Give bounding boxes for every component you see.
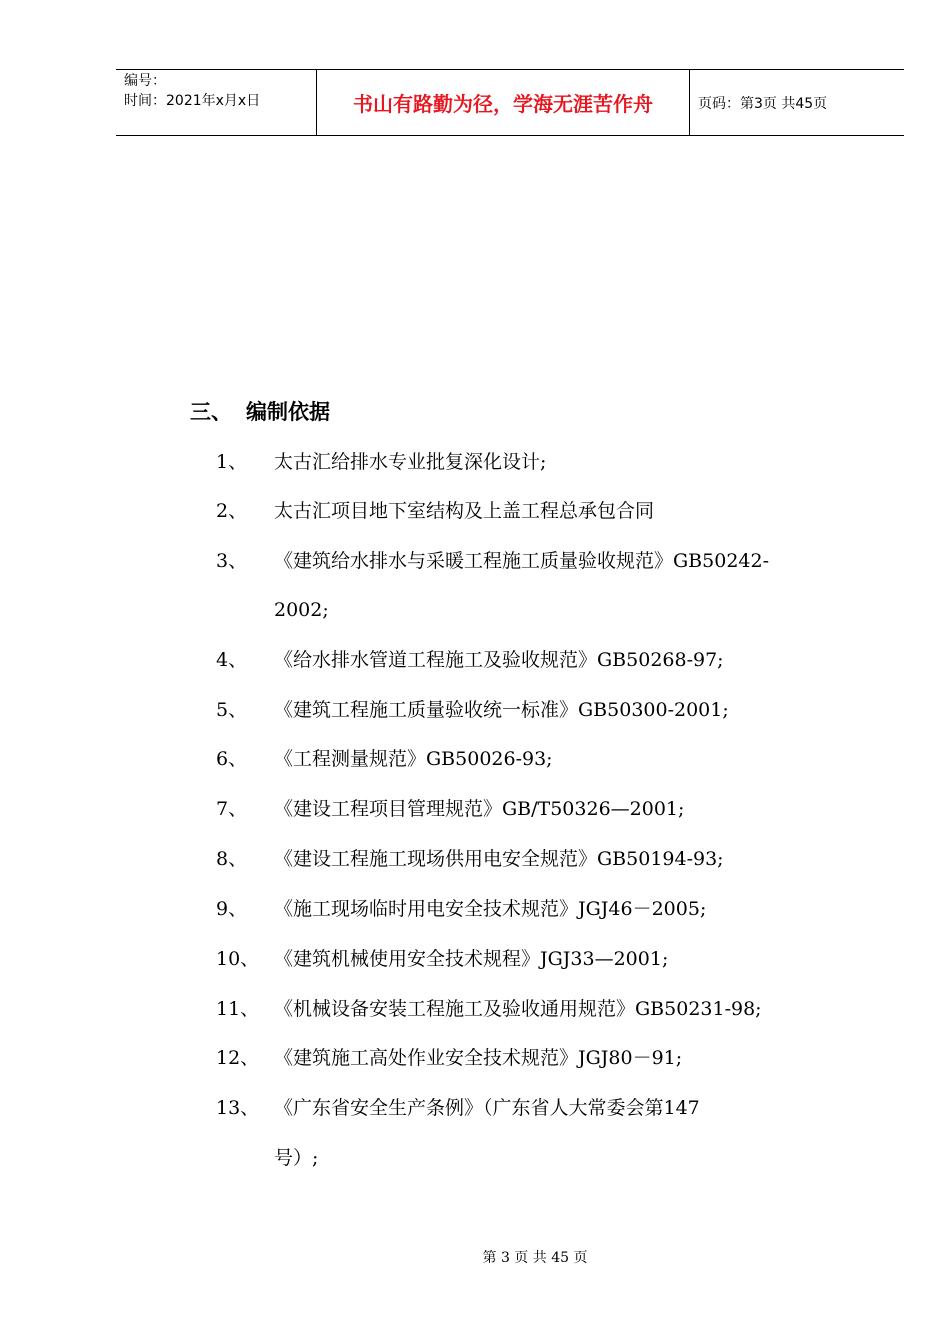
list-item (216, 685, 856, 735)
list-item (216, 734, 856, 784)
list-item-text: 《施工现场临时用电安全技术规范》JGJ46－2005; (274, 898, 707, 920)
header-motto: 书山有路勤为径，学海无涯苦作舟 (353, 92, 653, 116)
list-item-number: 1、 (216, 451, 248, 473)
list-item-number: 12、 (216, 1047, 260, 1069)
list-item-number: 11、 (216, 998, 260, 1020)
list-item-number: 2、 (216, 500, 248, 522)
list-item (216, 486, 856, 536)
section-heading (190, 396, 330, 426)
list-item-text: 《建筑给水排水与采暖工程施工质量验收规范》GB50242- (274, 550, 770, 572)
document-header (116, 69, 904, 136)
list-item (216, 1083, 856, 1133)
list-item-text: 《建设工程施工现场供用电安全规范》GB50194-93; (274, 848, 724, 870)
header-page-info: 页码：第3页 共45页 (698, 95, 828, 112)
list-item-continuation: 2002; (274, 599, 329, 621)
list-item-number: 5、 (216, 699, 248, 721)
list-item-text: 《广东省安全生产条例》（广东省人大常委会第147 (274, 1097, 700, 1119)
list-item (216, 784, 856, 834)
list-item-text: 《建设工程项目管理规范》GB/T50326—2001; (274, 798, 685, 820)
page-footer: 第 3 页 共 45 页 (482, 1250, 588, 1266)
section-title: 编制依据 (246, 400, 330, 424)
list-item-text: 《建筑机械使用安全技术规程》JGJ33—2001; (274, 948, 669, 970)
list-item-number: 10、 (216, 948, 260, 970)
list-item-number: 8、 (216, 848, 248, 870)
list-item-text: 《工程测量规范》GB50026-93; (274, 748, 553, 770)
list-item-number: 7、 (216, 798, 248, 820)
list-item (216, 437, 856, 487)
header-left-cell (116, 70, 316, 135)
header-right-cell (690, 70, 904, 135)
list-item-text: 《建筑施工高处作业安全技术规范》JGJ80－91; (274, 1047, 683, 1069)
list-item (216, 1033, 856, 1083)
list-item (216, 934, 856, 984)
list-item-number: 4、 (216, 649, 248, 671)
section-number: 三、 (190, 400, 232, 424)
list-item-text: 太古汇项目地下室结构及上盖工程总承包合同 (274, 500, 655, 522)
list-item (216, 984, 856, 1034)
list-item-number: 9、 (216, 898, 248, 920)
list-item-text: 《建筑工程施工质量验收统一标准》GB50300-2001; (274, 699, 729, 721)
list-item (216, 536, 856, 586)
list-item-text: 《机械设备安装工程施工及验收通用规范》GB50231-98; (274, 998, 762, 1020)
list-item-number: 3、 (216, 550, 248, 572)
list-item (216, 834, 856, 884)
list-item-number: 6、 (216, 748, 248, 770)
serial-label: 编号： (124, 73, 166, 89)
list-item-text: 《给水排水管道工程施工及验收规范》GB50268-97; (274, 649, 724, 671)
header-middle-cell (316, 70, 690, 135)
list-item-number: 13、 (216, 1097, 260, 1119)
time-label: 时间：2021年x月x日 (124, 93, 261, 109)
list-item (216, 884, 856, 934)
list-item-text: 太古汇给排水专业批复深化设计; (274, 451, 547, 473)
list-item (216, 635, 856, 685)
list-item-continuation: 号）; (274, 1147, 319, 1169)
